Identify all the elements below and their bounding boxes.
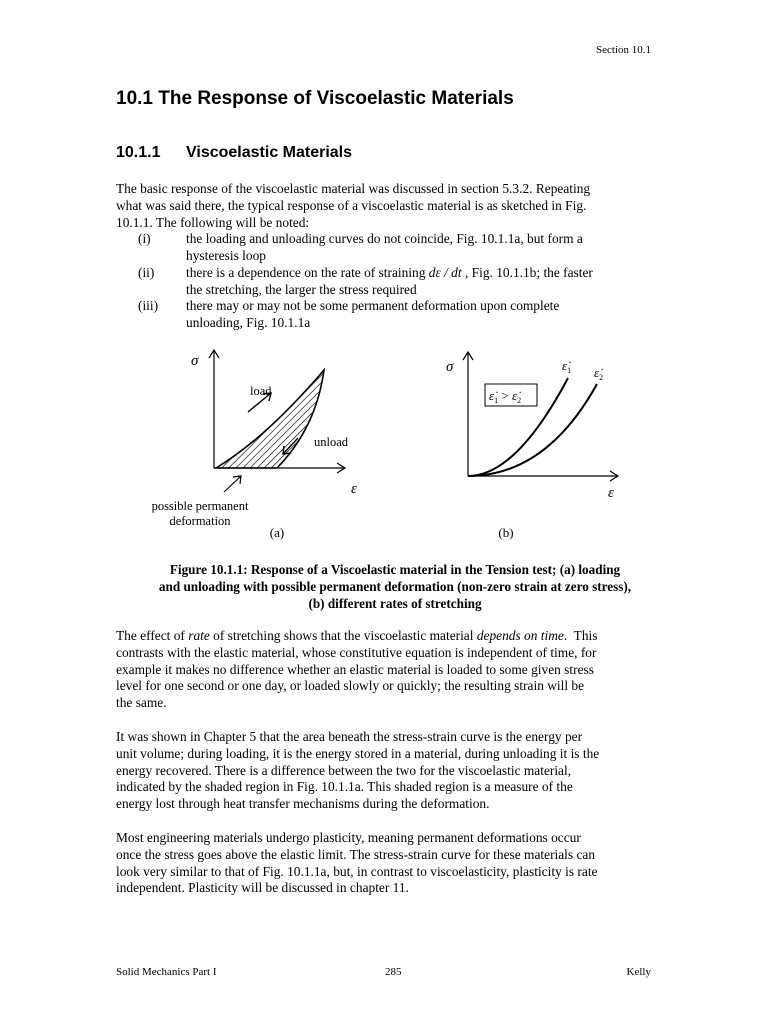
paragraph-line: energy lost through heat transfer mechanisms during the deformation. xyxy=(116,796,490,812)
paragraph-line: contrasts with the elastic material, whose constitutive equation is independent of time, for xyxy=(116,644,597,660)
permanent-deformation-label: possible permanent xyxy=(151,499,249,513)
intro-line: The basic response of the viscoelastic material was discussed in section 5.3.2. Repeating xyxy=(116,181,591,196)
load-label: load xyxy=(250,384,272,398)
paragraph-line: the same. xyxy=(116,695,167,711)
curve-rate-1 xyxy=(468,378,568,476)
permanent-deformation-label: deformation xyxy=(169,514,231,528)
intro-paragraph xyxy=(116,181,686,231)
list-item-line: there may or may not be some permanent deformation upon complete xyxy=(186,298,560,313)
greater-than-sign: > xyxy=(498,388,512,403)
text-run: of stretching shows that the viscoelastic material xyxy=(209,628,477,643)
paragraph-line: energy recovered. There is a difference between the two for the viscoelastic material, xyxy=(116,762,572,778)
list-item xyxy=(186,231,686,265)
paragraph-rate-effect xyxy=(116,628,686,712)
curve-rate-2 xyxy=(468,384,597,476)
caption-line: (b) different rates of stretching xyxy=(308,596,482,611)
figure-a-hysteresis-diagram xyxy=(130,340,370,550)
subsection-number: 10.1.1 xyxy=(116,144,161,161)
curve-label-1 xyxy=(562,358,571,375)
rate-symbol: ε̇ xyxy=(594,365,600,380)
list-item xyxy=(186,265,686,299)
figure-a-epsilon-label: ε xyxy=(351,481,357,497)
figure-b-sigma-label: σ xyxy=(446,359,454,375)
paragraph-line: independent. Plasticity will be discussed in chapter 11. xyxy=(116,880,409,896)
permanent-deformation-arrow xyxy=(224,476,241,492)
list-item-line: the loading and unloading curves do not coincide, Fig. 10.1.1a, but form a xyxy=(186,231,583,246)
rate-subscript: 1 xyxy=(494,396,499,405)
rate-subscript: 2 xyxy=(599,373,604,382)
text-run: . This xyxy=(563,628,598,643)
intro-line: 10.1.1. The following will be noted: xyxy=(116,214,310,230)
figure-b-strain-rate-diagram xyxy=(430,340,640,550)
rate-subscript: 2 xyxy=(517,396,522,405)
running-header: Section 10.1 xyxy=(596,44,651,56)
unload-label: unload xyxy=(314,435,349,449)
paragraph-line: once the stress goes above the elastic limit. The stress-strain curve for these materials can xyxy=(116,846,596,862)
paragraph-line: example it makes no difference whether an elastic material is loaded to some given stress xyxy=(116,661,594,677)
paragraph-line: Most engineering materials undergo plasticity, meaning permanent deformations occur xyxy=(116,830,581,845)
list-item xyxy=(186,298,686,332)
list-item-number: (ii) xyxy=(138,265,155,280)
list-item-number: (i) xyxy=(138,231,151,246)
footer-title: Solid Mechanics Part I xyxy=(116,966,217,978)
curve-label-2 xyxy=(594,365,603,382)
caption-line: and unloading with possible permanent deformation (non-zero strain at zero stress), xyxy=(158,579,632,594)
list-item-line: the stretching, the larger the stress required xyxy=(186,281,417,297)
list-item-text: there is a dependence on the rate of straining xyxy=(186,265,429,280)
rate-subscript: 1 xyxy=(567,366,572,375)
list-item-number: (iii) xyxy=(138,298,159,313)
list-item-text: , Fig. 10.1.1b; the faster xyxy=(461,265,593,280)
page-number: 285 xyxy=(385,966,402,978)
rate-expression: dε / dt xyxy=(428,265,462,280)
caption-line: Figure 10.1.1: Response of a Viscoelastic material in the Tension test; (a) loading xyxy=(169,562,621,577)
paragraph-line: indicated by the shaded region in Fig. 10.1.1a. This shaded region is a measure of the xyxy=(116,779,573,795)
figure-b-epsilon-label: ε xyxy=(608,485,614,501)
rate-symbol: ε̇ xyxy=(489,388,495,403)
subsection-title: Viscoelastic Materials xyxy=(186,144,353,161)
figure-caption xyxy=(110,561,680,612)
list-item-line: unloading, Fig. 10.1.1a xyxy=(186,314,311,330)
figure-a-sublabel: (a) xyxy=(269,525,285,540)
list-item-line xyxy=(186,265,686,282)
paragraph-line: look very similar to that of Fig. 10.1.1a, but, in contrast to viscoelasticity, plasticity is rate xyxy=(116,863,598,879)
paragraph-line: level for one second or one day, or loaded slowly or quickly; the resulting strain will be xyxy=(116,678,585,694)
figure-a-sigma-label: σ xyxy=(191,353,199,369)
intro-line: what was said there, the typical response of a viscoelastic material is as sketched in Fig. xyxy=(116,197,587,213)
paragraph-line: It was shown in Chapter 5 that the area beneath the stress-strain curve is the energy per xyxy=(116,729,583,744)
footer-author: Kelly xyxy=(626,966,651,978)
paragraph-line xyxy=(116,628,686,645)
paragraph-plasticity xyxy=(116,830,686,897)
list-item-line: hysteresis loop xyxy=(186,247,266,263)
rate-symbol: ε̇ xyxy=(511,388,518,403)
section-title: 10.1 The Response of Viscoelastic Materials xyxy=(116,88,514,109)
rate-inequality xyxy=(489,388,521,405)
text-run: The effect of xyxy=(116,628,189,643)
emphasis-rate: rate xyxy=(188,628,210,643)
emphasis-depends-on-time: depends on time xyxy=(476,628,564,643)
rate-symbol: ε̇ xyxy=(562,358,568,373)
paragraph-line: unit volume; during loading, it is the energy stored in a material, during unloading it is the xyxy=(116,745,600,761)
paragraph-energy xyxy=(116,729,686,813)
figure-b-sublabel: (b) xyxy=(498,525,514,540)
